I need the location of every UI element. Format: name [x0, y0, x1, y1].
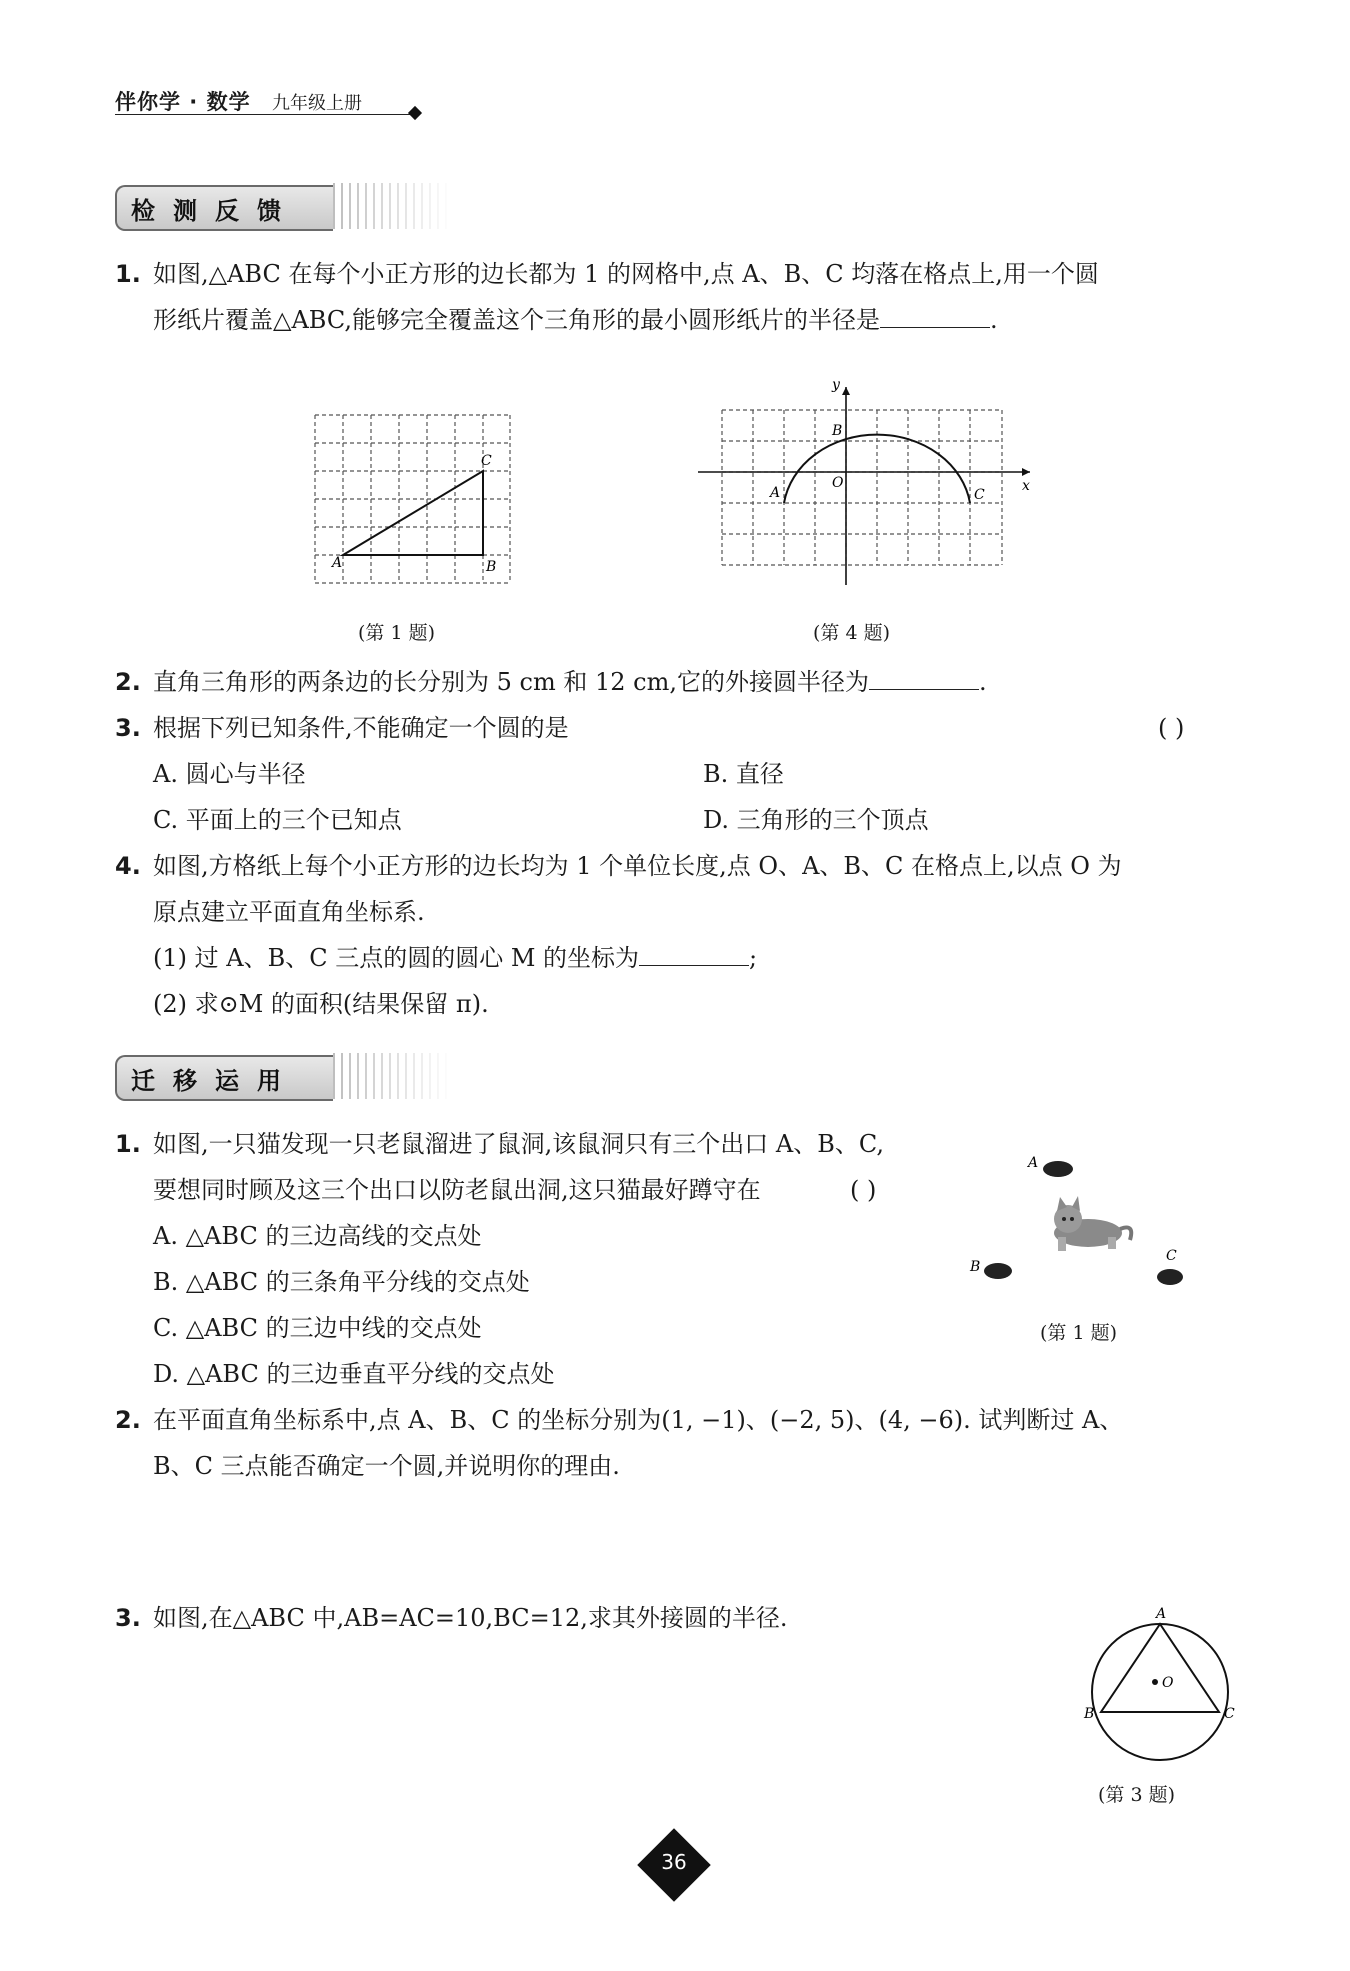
hole-b: [984, 1263, 1012, 1279]
fig3-label-c: C: [1224, 1706, 1235, 1722]
s1-q1-number: 1.: [115, 260, 141, 288]
fig3-label-b: B: [1084, 1706, 1095, 1722]
s1-q2-text: 直角三角形的两条边的长分别为 5 cm 和 12 cm,它的外接圆半径为 .: [153, 668, 987, 696]
figure-cat-mouse-holes: [960, 1145, 1200, 1295]
fig4-label-o: O: [832, 475, 844, 491]
page-number: 36: [661, 1850, 687, 1874]
fig1-label-b: B: [486, 559, 497, 575]
s1-q3-option-d[interactable]: D. 三角形的三个顶点: [703, 806, 929, 834]
s2-q1-option-d[interactable]: D. △ABC 的三边垂直平分线的交点处: [153, 1360, 555, 1388]
cat-label-a: A: [1028, 1155, 1039, 1171]
section-banner-feedback: [115, 185, 333, 231]
fig1-label-a: A: [332, 555, 343, 571]
s1-q3-option-b[interactable]: B. 直径: [703, 760, 784, 788]
cat-label-c: C: [1166, 1248, 1177, 1264]
s1-q3-text: 根据下列已知条件,不能确定一个圆的是: [153, 714, 569, 742]
figure-4-caption: (第 4 题): [813, 622, 890, 644]
fig4-label-y: y: [832, 377, 840, 393]
s1-q3-option-a[interactable]: A. 圆心与半径: [153, 760, 306, 788]
figure-3-circumcircle: [1070, 1598, 1250, 1773]
triangle-abc: [343, 471, 483, 555]
fig4-label-b: B: [832, 423, 843, 439]
s1-q1-line1: 如图,△ABC 在每个小正方形的边长都为 1 的网格中,点 A、B、C 均落在格点上,用一个圆: [153, 260, 1099, 288]
fig4-label-c: C: [974, 487, 985, 503]
section-title-feedback: 检测反馈: [131, 197, 299, 225]
fig4-label-x: x: [1022, 478, 1030, 494]
s1-q4-line2: 原点建立平面直角坐标系.: [153, 898, 425, 926]
hole-c: [1157, 1269, 1183, 1285]
s2-q1-option-a[interactable]: A. △ABC 的三边高线的交点处: [153, 1222, 482, 1250]
s2-q1-option-b[interactable]: B. △ABC 的三条角平分线的交点处: [153, 1268, 530, 1296]
header-brand: 伴你学 · 数学: [115, 90, 251, 114]
header-grade: 九年级上册: [272, 93, 362, 114]
s2-q2-line2: B、C 三点能否确定一个圆,并说明你的理由.: [153, 1452, 620, 1480]
s2-q1-number: 1.: [115, 1130, 141, 1158]
s1-q4-sub1: (1) 过 A、B、C 三点的圆的圆心 M 的坐标为 ;: [153, 944, 758, 972]
s2-q1-option-c[interactable]: C. △ABC 的三边中线的交点处: [153, 1314, 482, 1342]
s1-q2-answer-blank[interactable]: [869, 667, 979, 690]
fig3-label-a: A: [1156, 1606, 1167, 1622]
cat-icon: [1054, 1196, 1131, 1251]
s2-q2-line1: 在平面直角坐标系中,点 A、B、C 的坐标分别为(1, −1)、(−2, 5)、(4, −6). 试判断过 A、: [153, 1406, 1124, 1434]
s2-q1-answer-paren[interactable]: ( ): [850, 1176, 877, 1204]
figure-cat-caption: (第 1 题): [1040, 1322, 1117, 1344]
figure-4-coordinate-arc: [690, 375, 1040, 595]
hole-a: [1043, 1161, 1073, 1177]
s1-q3-option-c[interactable]: C. 平面上的三个已知点: [153, 806, 402, 834]
header-diamond-icon: [408, 106, 422, 120]
s1-q4-sub2: (2) 求⊙M 的面积(结果保留 π).: [153, 990, 489, 1018]
s2-q1-line2: 要想同时顾及这三个出口以防老鼠出洞,这只猫最好蹲守在: [153, 1176, 761, 1204]
s1-q3-answer-paren[interactable]: ( ): [1158, 714, 1185, 742]
s2-q1-line1: 如图,一只猫发现一只老鼠溜进了鼠洞,该鼠洞只有三个出口 A、B、C,: [153, 1130, 884, 1158]
s1-q4-answer-blank[interactable]: [639, 943, 749, 966]
figure-1-grid-triangle: [300, 405, 530, 605]
fig1-label-c: C: [481, 453, 492, 469]
s2-q3-number: 3.: [115, 1604, 141, 1632]
fig3-label-o: O: [1162, 1675, 1174, 1691]
fig4-label-a: A: [770, 485, 781, 501]
center-o: [1152, 1679, 1158, 1685]
s1-q1-answer-blank[interactable]: [880, 305, 990, 328]
section-banner-transfer: [115, 1055, 333, 1101]
figure-1-caption: (第 1 题): [358, 622, 435, 644]
s1-q4-number: 4.: [115, 852, 141, 880]
s2-q3-text: 如图,在△ABC 中,AB=AC=10,BC=12,求其外接圆的半径.: [153, 1604, 788, 1632]
s1-q2-number: 2.: [115, 668, 141, 696]
cat-label-b: B: [970, 1259, 981, 1275]
s1-q4-line1: 如图,方格纸上每个小正方形的边长均为 1 个单位长度,点 O、A、B、C 在格点上,以点 O 为: [153, 852, 1122, 880]
circumcircle: [1092, 1624, 1228, 1760]
figure-3-caption: (第 3 题): [1098, 1784, 1175, 1806]
s2-q2-number: 2.: [115, 1406, 141, 1434]
s1-q3-number: 3.: [115, 714, 141, 742]
header-rule: [115, 114, 413, 115]
s1-q1-line2: 形纸片覆盖△ABC,能够完全覆盖这个三角形的最小圆形纸片的半径是 .: [153, 306, 998, 334]
section-title-transfer: 迁移运用: [131, 1067, 299, 1095]
